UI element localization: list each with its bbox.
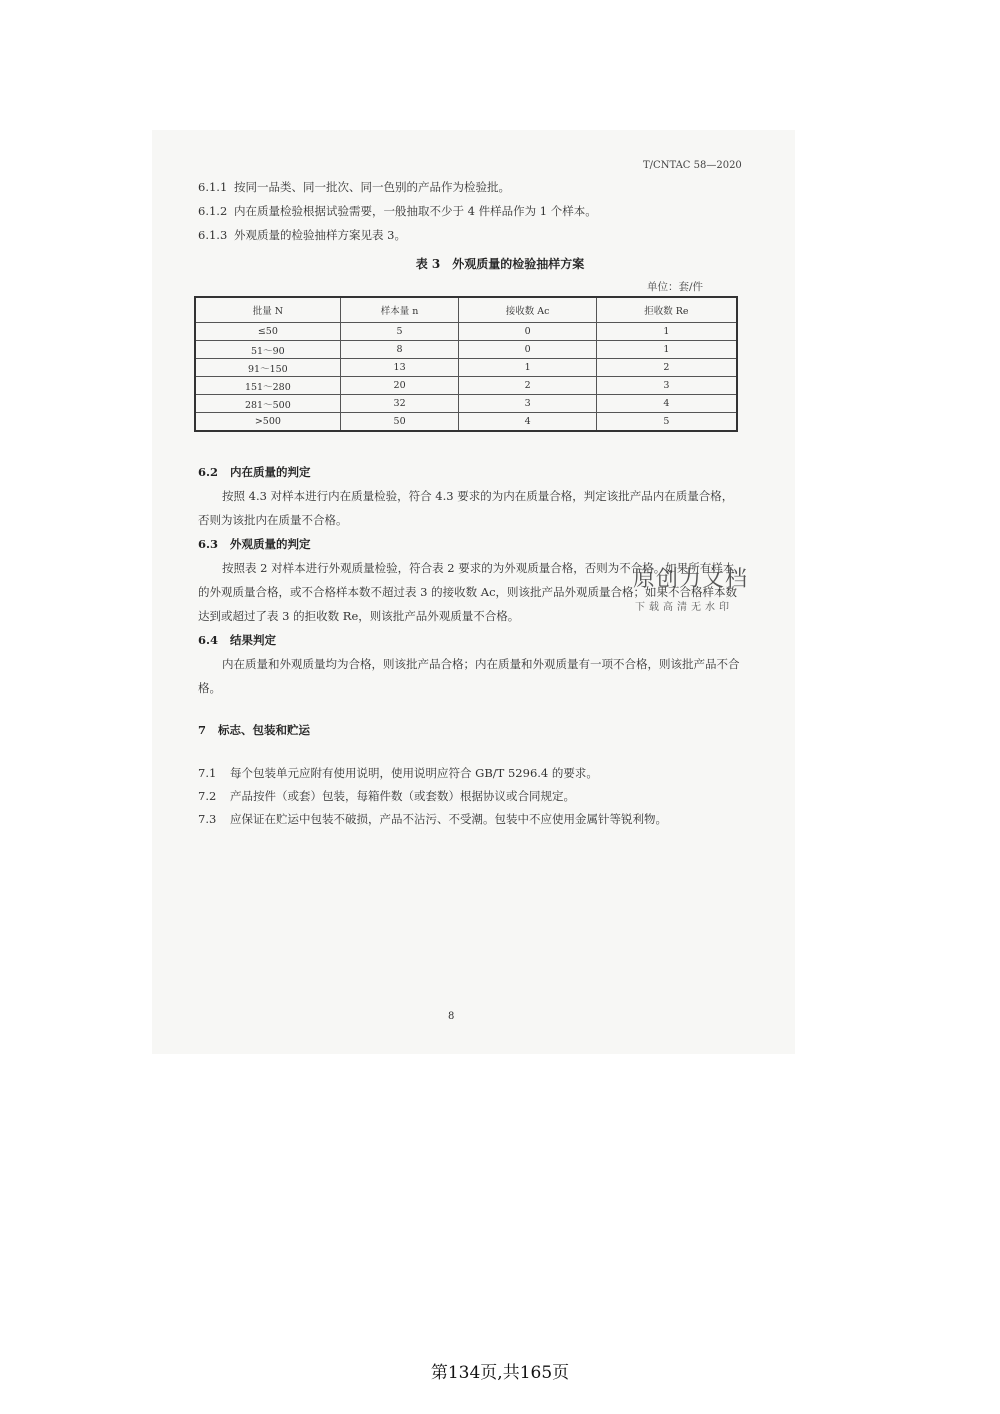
table-row <box>195 413 737 432</box>
table-cell: 1 <box>596 323 737 341</box>
page-number: 8 <box>448 1011 455 1022</box>
clause-number: 6.1.2 <box>198 204 228 218</box>
clause-6-1-3 <box>198 227 406 243</box>
header-accept-number: 接收数 Ac <box>459 297 596 323</box>
table-row <box>195 359 737 377</box>
section-6-4-paragraph <box>198 652 743 700</box>
section-title: 内在质量的判定 <box>230 465 311 479</box>
section-title: 外观质量的判定 <box>230 537 311 551</box>
section-number: 6.2 <box>198 465 219 479</box>
table-cell: 32 <box>340 395 459 413</box>
section-title: 标志、包装和贮运 <box>218 723 310 737</box>
document-id: T/CNTAC 58—2020 <box>643 160 742 171</box>
sampling-table <box>194 296 738 432</box>
table-cell: 281～500 <box>195 395 340 413</box>
table-cell: 151～280 <box>195 377 340 395</box>
table-cell: 91～150 <box>195 359 340 377</box>
section-number: 6.4 <box>198 633 219 647</box>
table-cell: 2 <box>459 377 596 395</box>
clause-text: 每个包装单元应附有使用说明，使用说明应符合 GB/T 5296.4 的要求。 <box>230 766 598 780</box>
table-cell: 5 <box>596 413 737 432</box>
section-title: 结果判定 <box>230 633 276 647</box>
clause-7-3 <box>198 811 667 827</box>
table-cell: 50 <box>340 413 459 432</box>
clause-6-1-1 <box>198 179 510 195</box>
table-cell: 2 <box>596 359 737 377</box>
clause-text: 内在质量检验根据试验需要，一般抽取不少于 4 件样品作为 1 个样本。 <box>234 204 597 218</box>
clause-7-2 <box>198 788 575 804</box>
table-cell: 0 <box>459 323 596 341</box>
section-7-heading <box>198 722 310 738</box>
header-batch-size: 批量 N <box>195 297 340 323</box>
table-cell: 0 <box>459 341 596 359</box>
table-cell: 20 <box>340 377 459 395</box>
table-cell: 3 <box>459 395 596 413</box>
section-6-2-paragraph <box>198 484 743 532</box>
table-cell: 8 <box>340 341 459 359</box>
section-number: 6.3 <box>198 537 219 551</box>
table-row <box>195 341 737 359</box>
clause-text: 按同一品类、同一批次、同一色别的产品作为检验批。 <box>234 180 510 194</box>
clause-6-1-2 <box>198 203 597 219</box>
section-number: 7 <box>198 723 207 737</box>
page-footer: 第134页,共165页 <box>430 1363 570 1383</box>
table-cell: 13 <box>340 359 459 377</box>
paragraph-text: 按照 4.3 对样本进行内在质量检验，符合 4.3 要求的为内在质量合格，判定该批产品内在质量合格，否则为该批内在质量不合格。 <box>198 489 734 527</box>
clause-number: 7.2 <box>198 789 217 803</box>
paragraph-text: 按照表 2 对样本进行外观质量检验，符合表 2 要求的为外观质量合格，否则为不合格。如果所有样本的外观质量合格，或不合格样本数不超过表 3 的接收数 Ac，则该批产品外观质量合格；如果不合格样本数达到或超过了表 3 的拒收数 Re，则该批产品外观质量不合格。 <box>198 561 738 623</box>
table-row <box>195 377 737 395</box>
table-cell: 4 <box>596 395 737 413</box>
table-cell: 5 <box>340 323 459 341</box>
table-header-row <box>195 297 737 323</box>
header-reject-number: 拒收数 Re <box>596 297 737 323</box>
section-6-2-heading <box>198 464 311 480</box>
table-cell: >500 <box>195 413 340 432</box>
clause-number: 7.1 <box>198 766 217 780</box>
table-cell: 4 <box>459 413 596 432</box>
table-cell: 51～90 <box>195 341 340 359</box>
table-cell: ≤50 <box>195 323 340 341</box>
table-cell: 1 <box>596 341 737 359</box>
section-6-4-heading <box>198 632 276 648</box>
watermark-tagline: 下载高清无水印 <box>635 602 733 613</box>
table-cell: 3 <box>596 377 737 395</box>
clause-text: 外观质量的检验抽样方案见表 3。 <box>234 228 406 242</box>
table-cell: 1 <box>459 359 596 377</box>
table-row <box>195 395 737 413</box>
clause-text: 产品按件（或套）包装，每箱件数（或套数）根据协议或合同规定。 <box>230 789 575 803</box>
header-sample-size: 样本量 n <box>340 297 459 323</box>
table-title: 表 3 外观质量的检验抽样方案 <box>415 257 585 271</box>
table-row <box>195 323 737 341</box>
clause-number: 7.3 <box>198 812 217 826</box>
clause-number: 6.1.3 <box>198 228 228 242</box>
paragraph-text: 内在质量和外观质量均为合格，则该批产品合格；内在质量和外观质量有一项不合格，则该批产品不合格。 <box>198 657 740 695</box>
table-unit: 单位：套/件 <box>647 281 704 293</box>
section-6-3-heading <box>198 536 311 552</box>
clause-7-1 <box>198 765 598 781</box>
watermark-logo: 原创力文档 <box>633 567 749 592</box>
clause-number: 6.1.1 <box>198 180 228 194</box>
clause-text: 应保证在贮运中包装不破损，产品不沾污、不受潮。包装中不应使用金属针等锐利物。 <box>230 812 667 826</box>
